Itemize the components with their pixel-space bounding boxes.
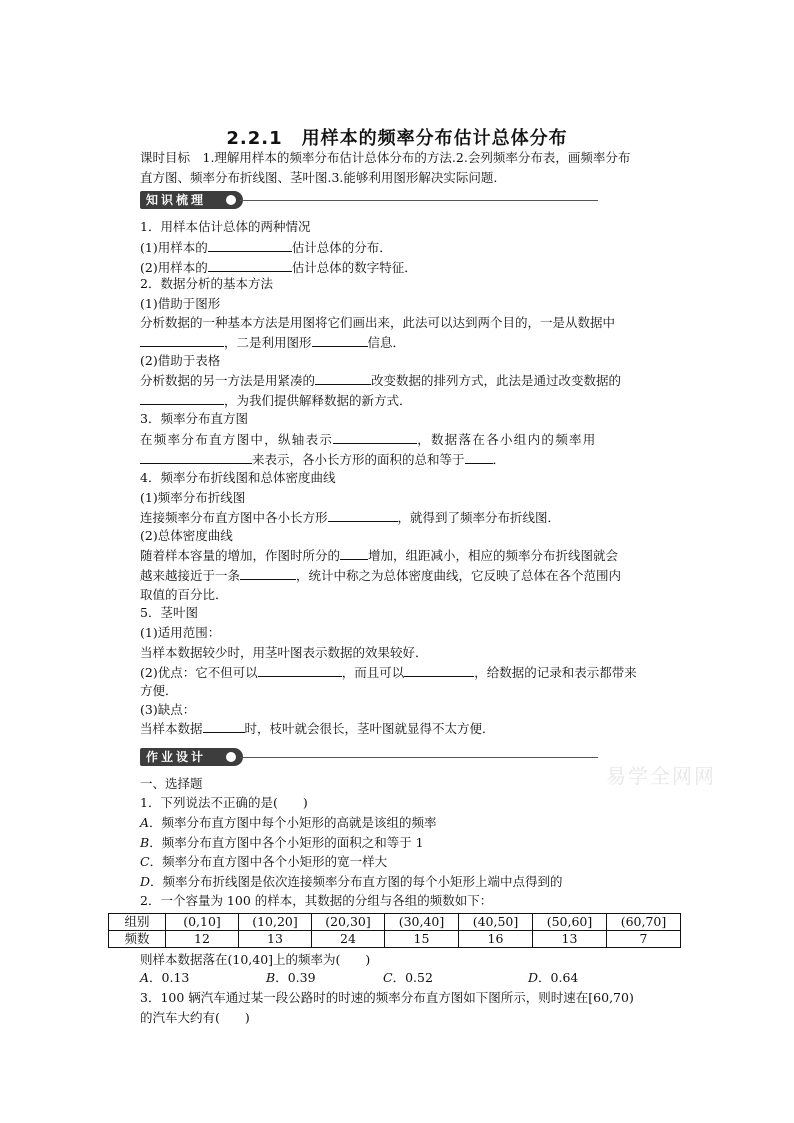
table-cell: (60,70] xyxy=(607,914,681,931)
k2-s2-title: (2)借助于表格 xyxy=(140,353,221,368)
section-knowledge-label: 知识梳理 xyxy=(140,191,243,209)
q1-option-a: A．频率分布直方图中每个小矩形的高就是该组的频率 xyxy=(140,815,437,830)
k5-s1-text: 当样本数据较少时，用茎叶图表示数据的效果较好． xyxy=(140,645,428,660)
k5-s3-title: (3)缺点： xyxy=(140,702,196,717)
k4-s2-line-3: 取值的百分比． xyxy=(140,587,228,602)
q2-option-a: A．0.13 xyxy=(140,970,190,985)
watermark: 易学全网网 xyxy=(606,764,716,788)
blank xyxy=(312,334,368,347)
blank xyxy=(208,259,292,272)
table-cell: 13 xyxy=(533,931,607,948)
q2-option-c: C．0.52 xyxy=(383,970,433,985)
section-dot-icon xyxy=(226,752,236,762)
k5-s3-text: 当样本数据 时，枝叶就会很长，茎叶图就显得不太方便． xyxy=(140,721,495,736)
objectives-line-1: 课时目标 1.理解用样本的频率分布估计总体分布的方法.2.会列频率分布表，画频率分布 xyxy=(140,150,631,165)
q1-option-b: B．频率分布直方图中各个小矩形的面积之和等于 1 xyxy=(140,835,424,850)
k5-s2-line: (2)优点：它不但可以 ，而且可以 ，给数据的记录和表示都带来 xyxy=(140,665,637,680)
q1-option-d: D．频率分布折线图是依次连接频率分布直方图的每个小矩形上端中点得到的 xyxy=(140,874,563,889)
k3-line-2: 来表示，各小长方形的面积的总和等于 ． xyxy=(140,451,505,468)
q2-after: 则样本数据落在(10,40]上的频率为( ) xyxy=(140,952,371,967)
table-cell: (0,10] xyxy=(166,914,239,931)
table-cell: 频数 xyxy=(109,931,166,948)
section-homework-label: 作业设计 xyxy=(140,748,243,766)
objectives-line-2: 直方图、频率分布折线图、茎叶图.3.能够利用图形解决实际问题. xyxy=(140,170,498,185)
section-rule xyxy=(240,200,598,201)
q1-option-c: C．频率分布直方图中各个小矩形的宽一样大 xyxy=(140,854,388,869)
homework-part-title: 一、选择题 xyxy=(140,776,203,791)
section-rule xyxy=(240,757,598,758)
table-cell: 12 xyxy=(166,931,239,948)
blank xyxy=(240,567,296,580)
k5-s2-cont: 方便． xyxy=(140,683,178,698)
blank xyxy=(140,392,224,405)
k1-heading: 1．用样本估计总体的两种情况 xyxy=(140,219,311,234)
q3-line-2: 的汽车大约有( ) xyxy=(140,1010,250,1025)
table-cell: (50,60] xyxy=(533,914,607,931)
k4-s1-text: 连接频率分布直方图中各小长方形 ，就得到了频率分布折线图． xyxy=(140,510,561,525)
page-title: 2.2.1 用样本的频率分布估计总体分布 xyxy=(226,128,568,149)
section-dot-icon xyxy=(226,195,236,205)
blank xyxy=(315,372,371,385)
blank xyxy=(333,431,417,444)
table-cell: 7 xyxy=(607,931,681,948)
k4-s2-title: (2)总体密度曲线 xyxy=(140,528,233,543)
blank xyxy=(404,664,474,677)
table-cell: (20,30] xyxy=(312,914,385,931)
table-cell: 组别 xyxy=(109,914,166,931)
q2-option-d: D．0.64 xyxy=(528,970,579,985)
q2-option-b: B．0.39 xyxy=(266,970,316,985)
blank xyxy=(203,720,245,733)
blank xyxy=(140,451,252,464)
table-cell: 13 xyxy=(239,931,312,948)
q3-line-1: 3．100 辆汽车通过某一段公路时的时速的频率分布直方图如下图所示，则时速在[60,70) xyxy=(140,990,634,1005)
table-cell: 24 xyxy=(312,931,385,948)
k5-s1-title: (1)适用范围： xyxy=(140,625,221,640)
k3-line-1: 在频率分布直方图中，纵轴表示 ，数据落在各小组内的频率用 xyxy=(140,432,597,447)
k4-s2-line-1: 随着样本容量的增加，作图时所分的 增加，组距减小，相应的频率分布折线图就会 xyxy=(140,548,619,563)
table-cell: (30,40] xyxy=(385,914,459,931)
table-cell: 15 xyxy=(385,931,459,948)
blank xyxy=(465,451,493,464)
k2-heading: 2．数据分析的基本方法 xyxy=(140,276,273,291)
q2-stem: 2．一个容量为 100 的样本，其数据的分组与各组的频数如下： xyxy=(140,893,493,908)
blank xyxy=(340,547,368,560)
k4-s1-title: (1)频率分布折线图 xyxy=(140,490,246,505)
k2-s2-text: 分析数据的另一方法是用紧凑的 改变数据的排列方式，此法是通过改变数据的 xyxy=(140,373,622,388)
k4-s2-line-2: 越来越接近于一条 ，统计中称之为总体密度曲线，它反映了总体在各个范围内 xyxy=(140,568,622,583)
k3-heading: 3．频率分布直方图 xyxy=(140,411,248,426)
q1-stem: 1．下列说法不正确的是( ) xyxy=(140,795,308,810)
k1-line-b: (2)用样本的 估计总体的数字特征． xyxy=(140,260,417,275)
k4-heading: 4．频率分布折线图和总体密度曲线 xyxy=(140,470,336,485)
blank xyxy=(140,334,224,347)
k2-s1-title: (1)借助于图形 xyxy=(140,296,221,311)
table-header-row xyxy=(109,914,681,931)
blank xyxy=(208,239,292,252)
table-cell: 16 xyxy=(459,931,533,948)
blank xyxy=(328,509,398,522)
k5-heading: 5．茎叶图 xyxy=(140,605,198,620)
k2-s1-cont: ，二是利用图形 信息． xyxy=(140,334,405,351)
table-cell: (10,20] xyxy=(239,914,312,931)
table-row xyxy=(109,931,681,948)
k2-s1-text: 分析数据的一种基本方法是用图将它们画出来，此法可以达到两个目的，一是从数据中 xyxy=(140,315,616,330)
blank xyxy=(258,664,342,677)
k1-line-a: (1)用样本的 估计总体的分布． xyxy=(140,240,392,255)
frequency-table xyxy=(108,913,681,948)
k2-s2-cont: ，为我们提供解释数据的新方式． xyxy=(140,392,412,409)
table-cell: (40,50] xyxy=(459,914,533,931)
